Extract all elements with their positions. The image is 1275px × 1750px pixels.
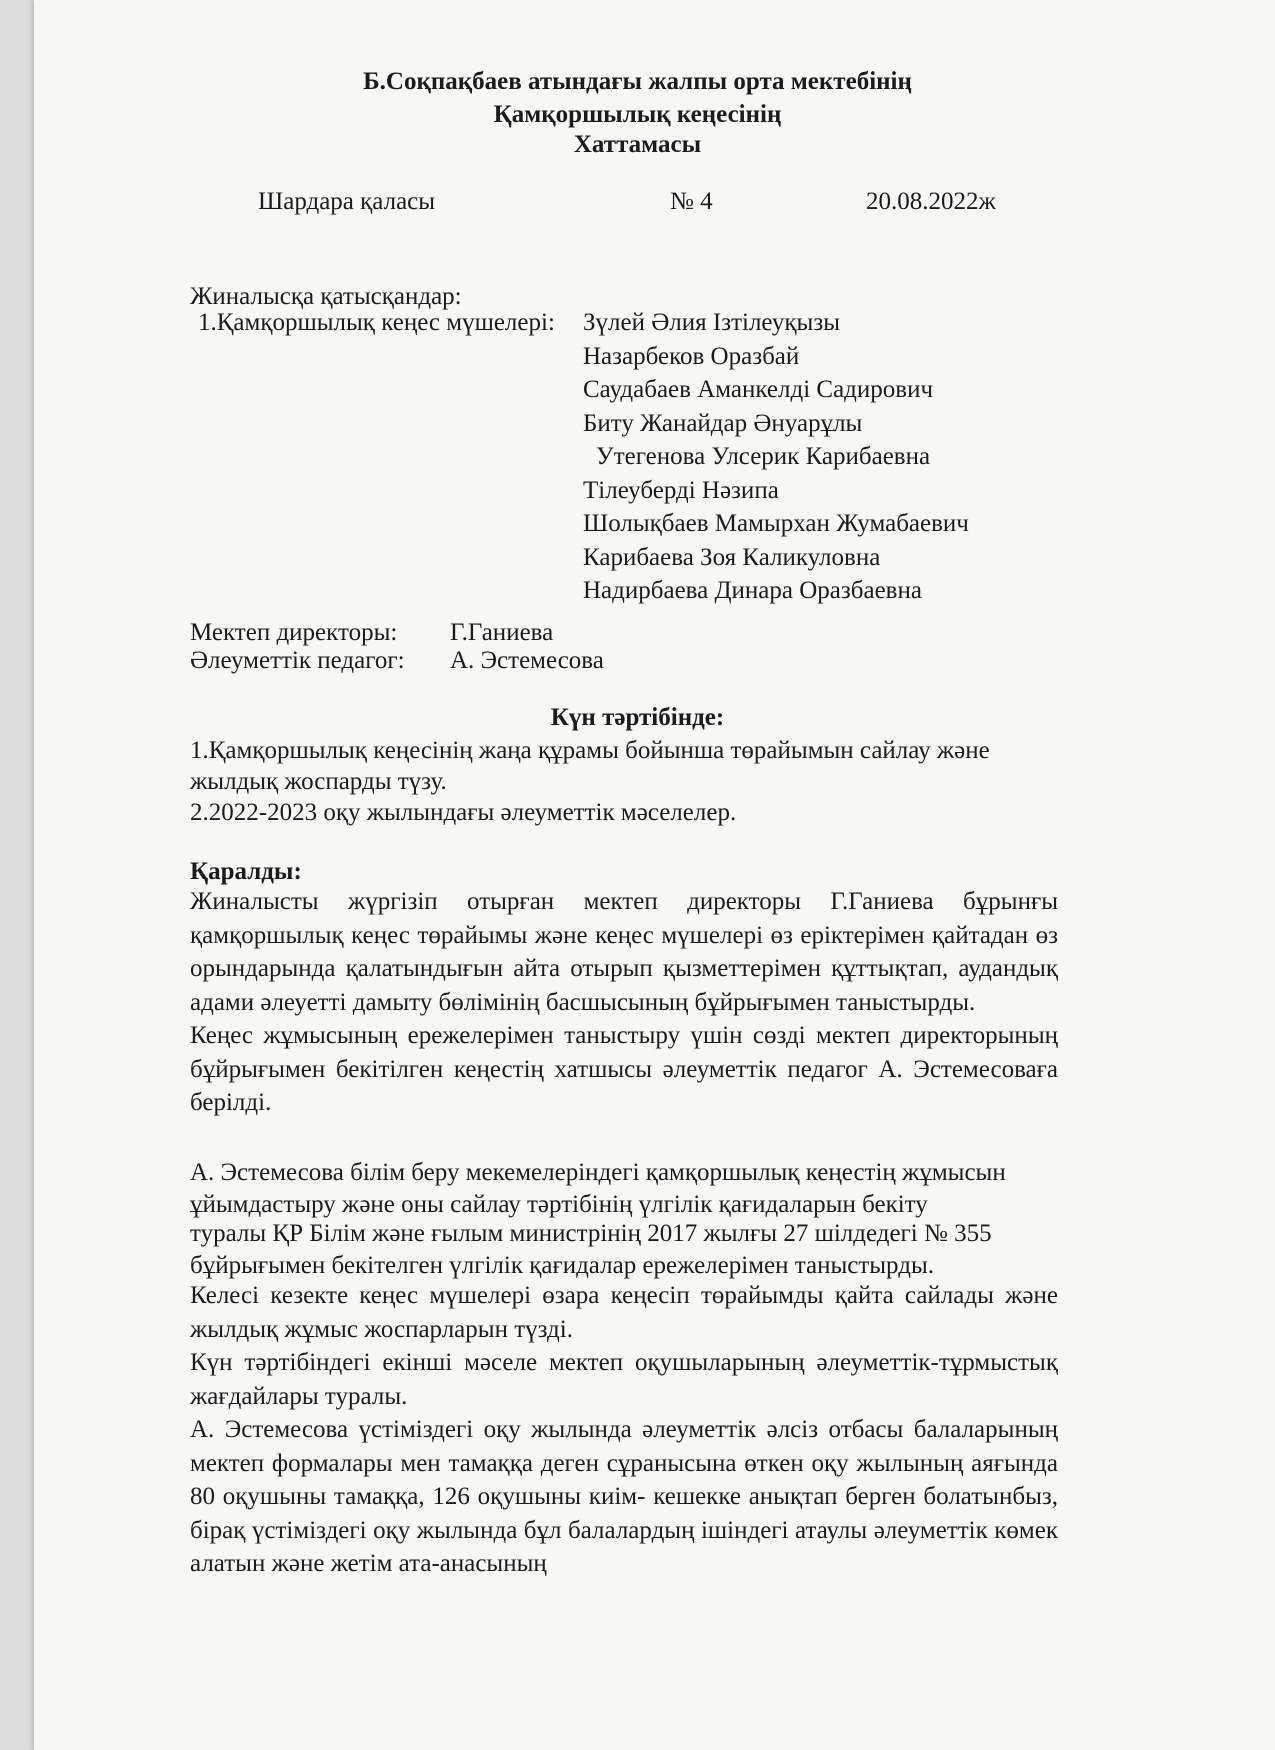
considered-body-2 xyxy=(190,1279,1058,1581)
paragraph-line: туралы ҚР Білім және ғылым министрінің 2017 жылғы 27 шілдедегі № 355 xyxy=(190,1220,992,1247)
paragraph-line: ұйымдастыру және оны сайлау тәртібінің үлгілік қағидаларын бекіту xyxy=(190,1191,928,1218)
paragraph: Күн тәртібіндегі екінші мәселе мектеп оқушыларының әлеуметтік-тұрмыстық жағдайлары туралы. xyxy=(190,1349,1058,1410)
member-name: Тілеуберді Нәзипа xyxy=(583,477,779,504)
city: Шардара қаласы xyxy=(258,188,436,215)
attendees-heading: Жиналысқа қатысқандар: xyxy=(190,283,462,310)
agenda-item-2: 2.2022-2023 оқу жылындағы әлеуметтік мәселелер. xyxy=(190,799,737,826)
paragraph: Кеңес жұмысының ережелерімен таныстыру үшін сөзді мектеп директорының бұйрығымен бекітілген кеңестің хатшысы әлеуметтік педагог А. Эстемесоваға берілді. xyxy=(190,1022,1058,1116)
social-pedagog-label: Әлеуметтік педагог: xyxy=(190,647,405,674)
considered-body xyxy=(190,885,1058,1120)
paragraph-line: бұйрығымен бекітелген үлгілік қағидалар ережелерімен таныстырды. xyxy=(190,1252,934,1279)
member-name: Карибаева Зоя Каликуловна xyxy=(583,544,881,571)
member-name: Биту Жанайдар Әнуарұлы xyxy=(583,410,863,437)
member-name: Надирбаева Динара Оразбаевна xyxy=(583,577,922,604)
agenda-heading: Күн тәртібінде: xyxy=(550,704,725,731)
member-name: Зүлей Әлия Ізтілеуқызы xyxy=(583,309,841,336)
protocol-title: Хаттамасы xyxy=(573,131,702,158)
agenda-item-1: 1.Қамқоршылық кеңесінің жаңа құрамы бойынша төрайымын сайлау және xyxy=(190,737,990,764)
considered-heading: Қаралды: xyxy=(190,858,302,885)
member-name: Шолықбаев Мамырхан Жумабаевич xyxy=(583,510,969,537)
protocol-number: № 4 xyxy=(670,188,713,215)
council-title: Қамқоршылық кеңесінің xyxy=(493,101,782,128)
protocol-date: 20.08.2022ж xyxy=(866,188,996,215)
director-name: Г.Ганиева xyxy=(450,619,554,646)
member-name: Утегенова Улсерик Карибаевна xyxy=(596,443,931,470)
paragraph: А. Эстемесова үстіміздегі оқу жылында әлеуметтік әлсіз отбасы балаларының мектеп формалары мен тамаққа деген сұранысына өткен оқу жылының аяғында 80 оқушыны тамаққа, 126 оқушыны киім- кешекке анықтап берген болатынбыз, бірақ үстіміздегі оқу жылында бұл балалардың ішіндегі атаулы әлеуметтік көмек алатын және жетім ата-анасының xyxy=(190,1416,1058,1577)
director-label: Мектеп директоры: xyxy=(190,619,398,646)
social-pedagog-name: А. Эстемесова xyxy=(450,647,604,674)
school-title: Б.Соқпақбаев атындағы жалпы орта мектебінің xyxy=(363,68,912,95)
paragraph-line: А. Эстемесова білім беру мекемелеріндегі қамқоршылық кеңестің жұмысын xyxy=(190,1159,1006,1186)
paragraph: Келесі кезекте кеңес мүшелері өзара кеңесіп төрайымды қайта сайлады және жылдық жұмыс жоспарларын түзді. xyxy=(190,1282,1058,1343)
member-name: Саудабаев Аманкелді Садирович xyxy=(583,376,934,403)
member-name: Назарбеков Оразбай xyxy=(583,343,800,370)
members-group-label: 1.Қамқоршылық кеңес мүшелері: xyxy=(198,309,555,336)
agenda-item-1-cont: жылдық жоспарды түзу. xyxy=(190,768,447,795)
paragraph: Жиналысты жүргізіп отырған мектеп директоры Г.Ганиева бұрынғы қамқоршылық кеңес төрайымы және кеңес мүшелері өз еріктерімен қайтадан өз орындарында қалатындығын айта отырып қызметтерімен құттықтап, аудандық адами әлеуетті дамыту бөлімінің басшысының бұйрығымен таныстырды. xyxy=(190,888,1058,1016)
